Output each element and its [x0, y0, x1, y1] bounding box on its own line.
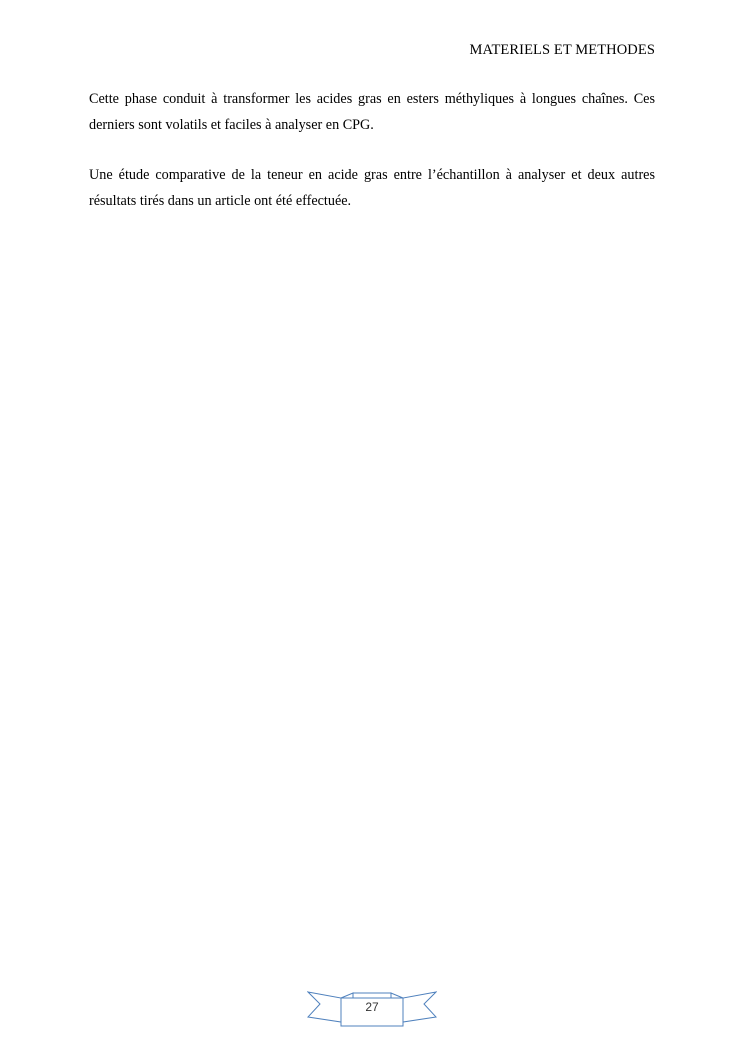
page-number-ribbon [307, 989, 437, 1029]
paragraph: Une étude comparative de la teneur en acide gras entre l’échantillon à analyser et deux autres résultats tirés dans un article ont été effectuée. [89, 167, 655, 209]
page-number: 27 [365, 1000, 379, 1014]
paragraph: Cette phase conduit à transformer les acides gras en esters méthyliques à longues chaînes. Ces derniers sont volatils et faciles à analyser en CPG. [89, 91, 655, 133]
running-header: MATERIELS ET METHODES [469, 42, 655, 58]
page-body [89, 86, 655, 238]
